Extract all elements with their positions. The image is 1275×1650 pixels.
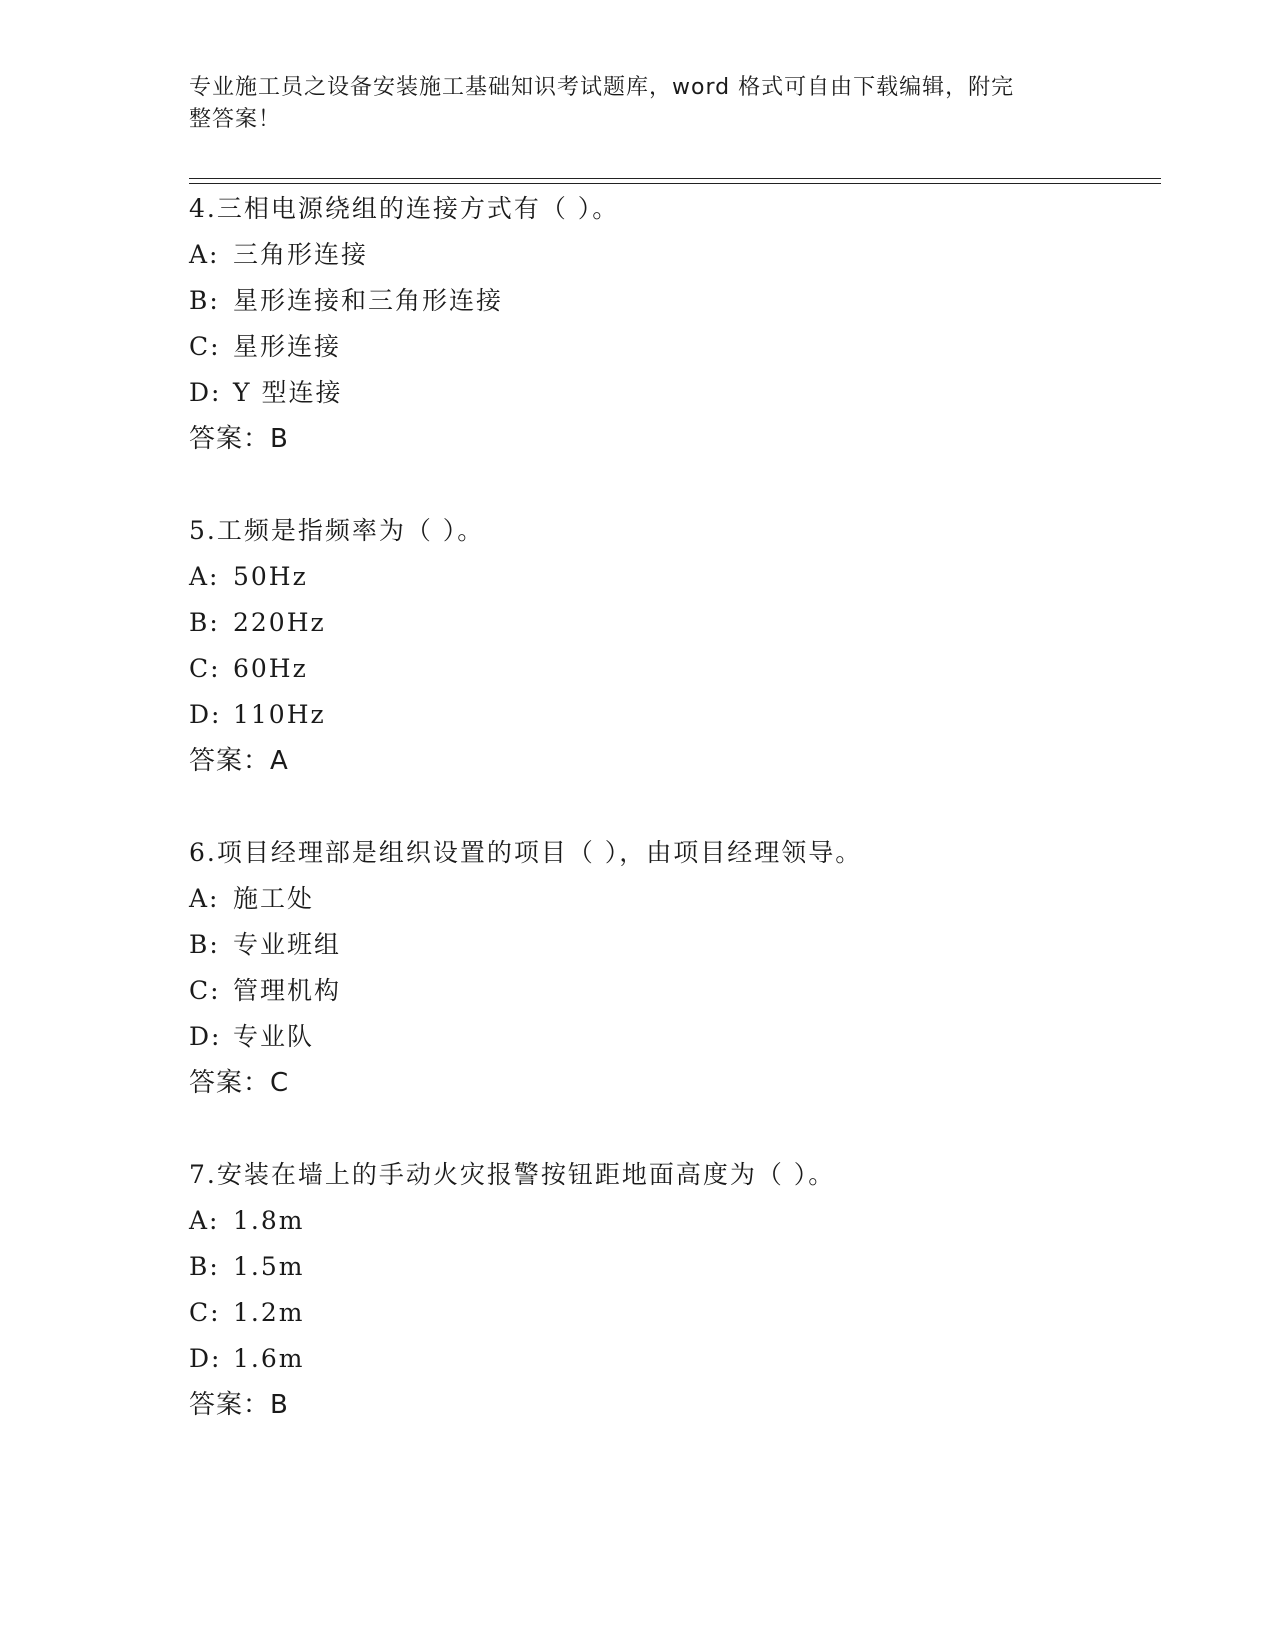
option-key: A: xyxy=(189,562,220,591)
option-text: 星形连接 xyxy=(233,332,342,361)
header-divider-top xyxy=(189,178,1161,179)
option-key: B: xyxy=(189,930,220,959)
option-text: 专业队 xyxy=(233,1022,315,1051)
option-d xyxy=(189,370,1149,416)
option-text: 1.8m xyxy=(233,1206,305,1235)
option-d xyxy=(189,692,1149,738)
option-key: C: xyxy=(189,332,221,361)
question-block xyxy=(189,1152,1149,1428)
header-line-2: 整答案！ xyxy=(189,107,282,132)
option-key: A: xyxy=(189,240,220,269)
option-text: 220Hz xyxy=(233,608,326,637)
option-text: 施工处 xyxy=(233,884,315,913)
option-text: 1.6m xyxy=(233,1344,305,1373)
question-title: 7.安装在墙上的手动火灾报警按钮距地面高度为（ ）。 xyxy=(189,1160,836,1189)
option-text: 三角形连接 xyxy=(233,240,369,269)
option-key: C: xyxy=(189,976,221,1005)
question-block xyxy=(189,186,1149,462)
option-c xyxy=(189,646,1149,692)
question-block xyxy=(189,508,1149,784)
option-key: D: xyxy=(189,378,222,407)
question-title: 4.三相电源绕组的连接方式有（ ）。 xyxy=(189,194,620,223)
option-key: D: xyxy=(189,700,222,729)
document-header xyxy=(189,72,1069,136)
answer-line: 答案：B xyxy=(189,424,289,454)
question-title: 5.工频是指频率为（ ）。 xyxy=(189,516,485,545)
option-c xyxy=(189,1290,1149,1336)
option-key: B: xyxy=(189,286,220,315)
option-b xyxy=(189,278,1149,324)
question-title: 6.项目经理部是组织设置的项目（ ），由项目经理领导。 xyxy=(189,838,863,867)
option-b xyxy=(189,1244,1149,1290)
header-line-1: 专业施工员之设备安装施工基础知识考试题库，word 格式可自由下载编辑，附完 xyxy=(189,75,1015,100)
option-key: D: xyxy=(189,1344,222,1373)
option-key: B: xyxy=(189,608,220,637)
option-key: D: xyxy=(189,1022,222,1051)
option-text: 60Hz xyxy=(233,654,308,683)
answer-line: 答案：B xyxy=(189,1390,289,1420)
option-a xyxy=(189,554,1149,600)
question-block xyxy=(189,830,1149,1106)
option-b xyxy=(189,922,1149,968)
option-text: 1.2m xyxy=(233,1298,305,1327)
option-key: C: xyxy=(189,654,221,683)
option-text: 星形连接和三角形连接 xyxy=(233,286,504,315)
answer-line: 答案：A xyxy=(189,746,289,776)
option-text: 50Hz xyxy=(233,562,308,591)
option-text: Y 型连接 xyxy=(233,378,343,407)
option-text: 管理机构 xyxy=(233,976,342,1005)
option-key: A: xyxy=(189,1206,220,1235)
option-a xyxy=(189,876,1149,922)
option-key: C: xyxy=(189,1298,221,1327)
option-key: B: xyxy=(189,1252,220,1281)
header-divider-bottom xyxy=(189,183,1161,184)
option-c xyxy=(189,324,1149,370)
option-d xyxy=(189,1014,1149,1060)
option-key: A: xyxy=(189,884,220,913)
option-text: 110Hz xyxy=(233,700,326,729)
option-a xyxy=(189,232,1149,278)
option-a xyxy=(189,1198,1149,1244)
option-d xyxy=(189,1336,1149,1382)
option-b xyxy=(189,600,1149,646)
option-text: 专业班组 xyxy=(233,930,342,959)
option-c xyxy=(189,968,1149,1014)
answer-line: 答案：C xyxy=(189,1068,290,1098)
option-text: 1.5m xyxy=(233,1252,305,1281)
